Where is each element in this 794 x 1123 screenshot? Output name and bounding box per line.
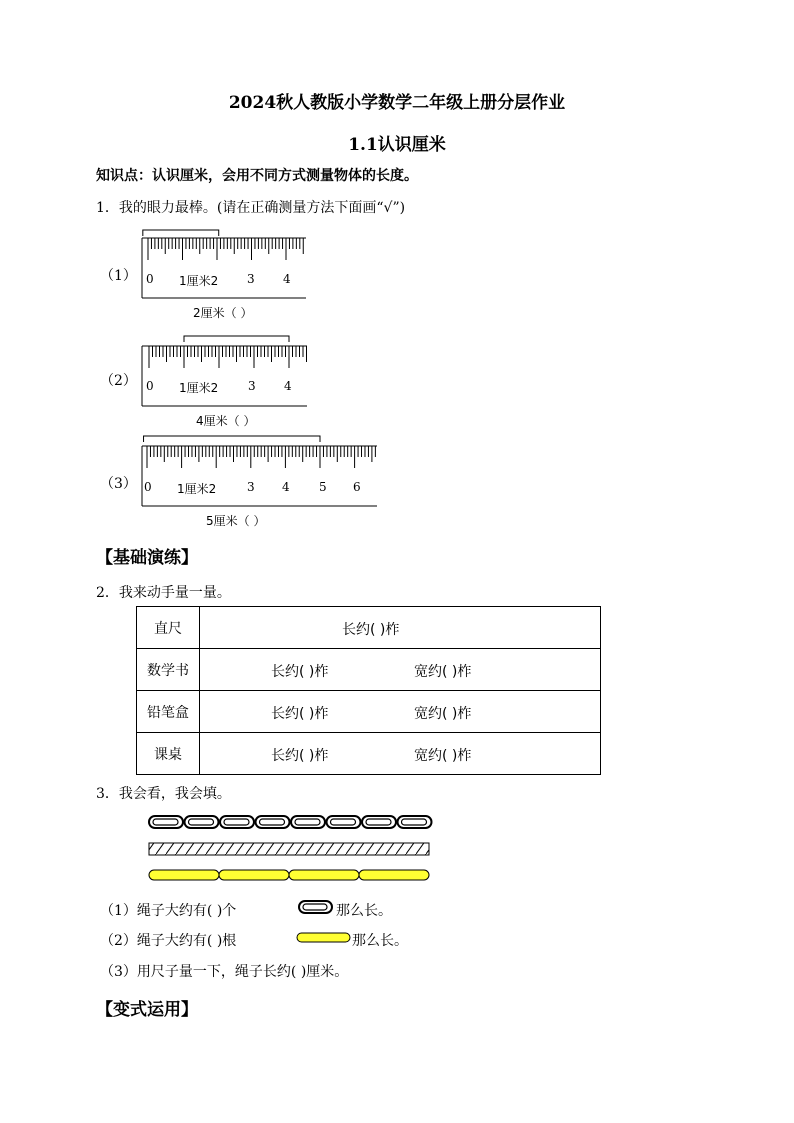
ruler3-num-3: 3 xyxy=(247,480,255,494)
paperclip-icon xyxy=(220,816,254,828)
measure-bracket xyxy=(144,436,320,442)
paperclip-icon xyxy=(398,816,432,828)
q1-item3-label: （3） xyxy=(100,476,137,492)
ruler-figure-2 xyxy=(130,330,320,420)
ruler1-caption: 2厘米（ ） xyxy=(193,306,253,320)
ruler1-num-3: 3 xyxy=(247,272,255,286)
paperclip-icon xyxy=(362,816,396,828)
paperclip-icon xyxy=(256,816,290,828)
table-row xyxy=(137,691,601,733)
q2-prompt: 2．我来动手量一量。 xyxy=(96,585,231,601)
ruler3-num-6: 6 xyxy=(353,480,361,494)
ruler3-num-1: 1厘米2 xyxy=(177,482,217,496)
measure-table xyxy=(136,606,601,775)
ruler-figure-3 xyxy=(130,432,390,522)
page-title: 2024秋人教版小学数学二年级上册分层作业 xyxy=(228,93,566,113)
paperclip-icon xyxy=(291,816,325,828)
rope-comparison-figure xyxy=(146,812,436,882)
desk-length-blank[interactable]: 长约( )柞 xyxy=(271,748,329,764)
table-row xyxy=(137,607,601,649)
paperclip-row xyxy=(149,816,432,828)
section-variant-heading: 【变式运用】 xyxy=(96,1000,198,1020)
q1-item2-label: （2） xyxy=(100,373,137,389)
q3-line2-tail: 那么长。 xyxy=(352,933,408,949)
yellow-stick xyxy=(149,870,219,880)
q1-prompt: 1．我的眼力最棒。(请在正确测量方法下面画“√”) xyxy=(96,200,406,216)
paperclip-icon xyxy=(149,816,183,828)
stick-row xyxy=(149,870,429,880)
row-name-ruler: 直尺 xyxy=(137,607,200,649)
ruler3-caption: 5厘米（ ） xyxy=(206,514,266,528)
q3-line1-tail: 那么长。 xyxy=(336,903,392,919)
q3-line3-text: （3）用尺子量一下，绳子长约( )厘米。 xyxy=(100,964,349,980)
ruler-figure-1 xyxy=(130,222,320,312)
ruler3-num-4: 4 xyxy=(282,480,290,494)
ruler1-num-1: 1厘米2 xyxy=(179,274,219,288)
ruler1-num-4: 4 xyxy=(283,272,291,286)
row-name-pencil-box: 铅笔盒 xyxy=(137,691,200,733)
section-basic-heading: 【基础演练】 xyxy=(96,548,198,568)
ruler2-caption: 4厘米（ ） xyxy=(196,414,256,428)
q3-prompt: 3．我会看，我会填。 xyxy=(96,786,231,802)
ruler2-num-0: 0 xyxy=(146,379,154,393)
ruler2-num-4: 4 xyxy=(284,379,292,393)
yellow-stick xyxy=(219,870,289,880)
yellow-stick-icon xyxy=(296,932,352,944)
desk-width-blank[interactable]: 宽约( )柞 xyxy=(414,748,472,764)
ruler3-num-0: 0 xyxy=(144,480,152,494)
ruler2-num-3: 3 xyxy=(248,379,256,393)
knowledge-point: 知识点：认识厘米，会用不同方式测量物体的长度。 xyxy=(96,168,418,184)
q3-line1-text: （1）绳子大约有( )个 xyxy=(100,903,237,919)
pencil-box-width-blank[interactable]: 宽约( )柞 xyxy=(414,706,472,722)
q1-item1-label: （1） xyxy=(100,268,137,284)
pencil-box-length-blank[interactable]: 长约( )柞 xyxy=(271,706,329,722)
math-book-length-blank[interactable]: 长约( )柞 xyxy=(271,664,329,680)
paperclip-icon xyxy=(327,816,361,828)
ruler2-num-1: 1厘米2 xyxy=(179,381,219,395)
measure-bracket xyxy=(184,336,289,342)
lesson-subtitle: 1.1认识厘米 xyxy=(348,135,446,155)
ruler-length-blank[interactable]: 长约( )柞 xyxy=(342,622,400,638)
ruler3-num-5: 5 xyxy=(319,480,327,494)
paperclip-icon xyxy=(185,816,219,828)
row-name-desk: 课桌 xyxy=(137,733,200,775)
q3-line2-text: （2）绳子大约有( )根 xyxy=(100,933,237,949)
yellow-stick xyxy=(289,870,359,880)
table-row xyxy=(137,649,601,691)
row-name-math-book: 数学书 xyxy=(137,649,200,691)
paperclip-icon xyxy=(298,899,334,915)
table-row xyxy=(137,733,601,775)
yellow-stick xyxy=(359,870,429,880)
measure-bracket xyxy=(143,230,219,236)
math-book-width-blank[interactable]: 宽约( )柞 xyxy=(414,664,472,680)
ruler1-num-0: 0 xyxy=(146,272,154,286)
rope-hatched-bar xyxy=(149,843,429,855)
